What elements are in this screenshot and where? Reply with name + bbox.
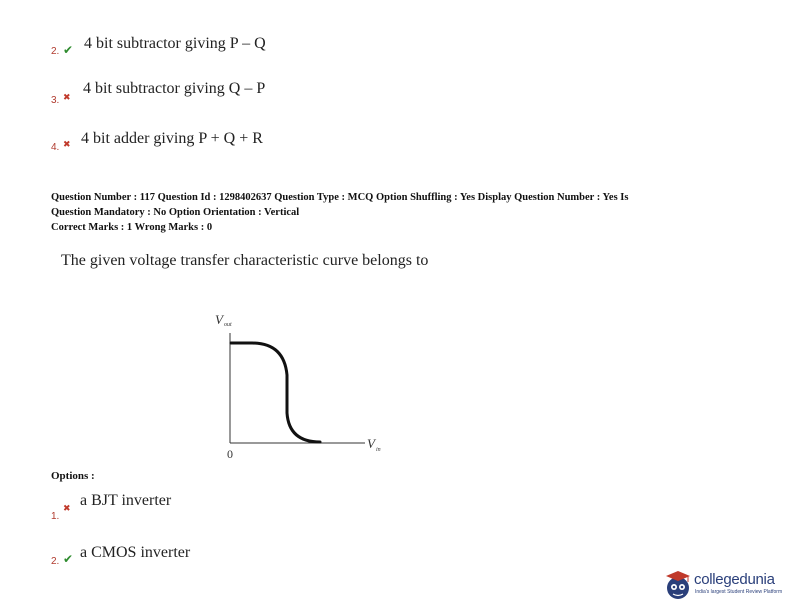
cross-icon: ✖ — [63, 140, 71, 150]
options-heading: Options : — [51, 470, 95, 482]
x-axis-label: V — [367, 436, 375, 451]
option-text: a BJT inverter — [80, 492, 172, 509]
y-axis-label-sub: out — [224, 322, 232, 328]
y-axis-label: V — [215, 312, 223, 327]
option-number: 4. — [51, 142, 60, 153]
question-meta-line: Question Number : 117 Question Id : 1298402637 Question Type : MCQ Option Shuffling : Yes Display Question Number : Yes Is — [51, 192, 629, 203]
option-number: 2. — [51, 556, 60, 567]
question-meta-line: Question Mandatory : No Option Orientation : Vertical — [51, 207, 300, 218]
option-number: 2. — [51, 46, 60, 57]
question-meta-line: Correct Marks : 1 Wrong Marks : 0 — [51, 222, 213, 233]
logo-tagline: India's largest Student Review Platform — [695, 589, 783, 595]
cross-icon: ✖ — [63, 93, 71, 103]
check-icon: ✔ — [63, 43, 74, 57]
check-icon: ✔ — [63, 552, 74, 566]
origin-label: 0 — [227, 447, 233, 461]
graduate-cap-icon — [664, 568, 692, 602]
cross-icon: ✖ — [63, 504, 71, 514]
x-axis-label-sub: in — [376, 447, 381, 453]
option-text: 4 bit subtractor giving Q – P — [83, 80, 266, 97]
option-text: a CMOS inverter — [80, 544, 191, 561]
question-text: The given voltage transfer characteristic curve belongs to — [61, 252, 429, 269]
collegedunia-logo — [664, 566, 788, 606]
option-number: 3. — [51, 95, 60, 106]
option-number: 1. — [51, 511, 60, 522]
transfer-curve — [231, 343, 320, 442]
option-text: 4 bit adder giving P + Q + R — [81, 130, 263, 147]
option-text: 4 bit subtractor giving P – Q — [84, 35, 266, 52]
vtc-figure — [200, 305, 400, 470]
logo-name: collegedunia — [694, 571, 775, 588]
